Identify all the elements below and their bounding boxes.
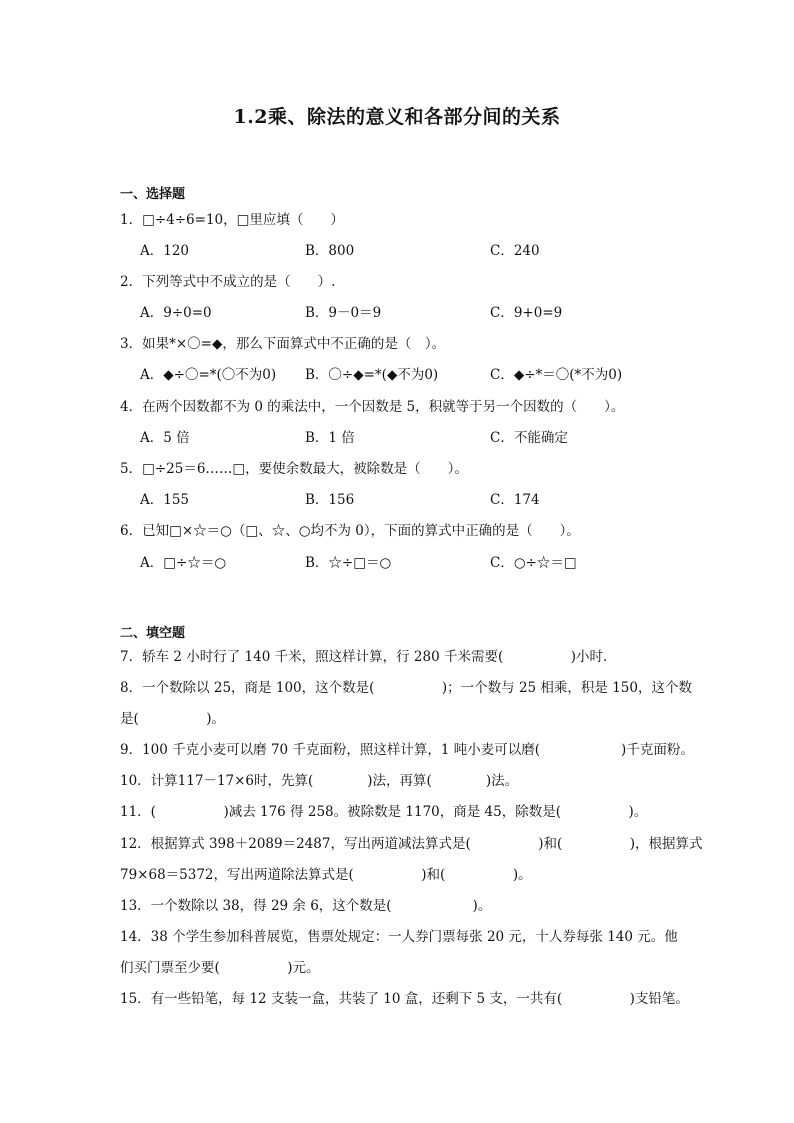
question-14-line-2: 们买门票至少要( )元。 (120, 960, 320, 976)
option-b: B．800 (305, 243, 355, 259)
question-1-options (140, 239, 660, 259)
option-a: A．9÷0=0 (140, 305, 212, 321)
option-a: A．155 (140, 492, 190, 508)
section-heading-choice: 一、选择题 (120, 187, 186, 202)
option-c: C．240 (490, 243, 540, 259)
option-c: C．9+0=9 (490, 305, 563, 321)
question-6-options (140, 551, 660, 571)
question-5-options (140, 488, 660, 508)
question-2-options (140, 301, 660, 321)
question-9: 9．100 千克小麦可以磨 70 千克面粉，照这样计算，1 吨小麦可以磨( )千克面粉。 (120, 742, 694, 758)
question-11: 11．( )减去 176 得 258。被除数是 1170，商是 45，除数是( )。 (120, 804, 648, 820)
section-heading-fill: 二、填空题 (120, 626, 186, 641)
question-5: 5．□÷25＝6……□，要使余数最大，被除数是（ ）。 (120, 461, 468, 477)
question-8-line-2: 是( )。 (120, 711, 226, 727)
question-12-line-2: 79×68＝5372，写出两道除法算式是( )和( )。 (120, 867, 532, 883)
option-c: C．174 (490, 492, 540, 508)
question-3: 3．如果*×〇=◆，那么下面算式中不正确的是（ ）。 (120, 336, 446, 352)
option-b: B．☆÷□＝○ (305, 555, 392, 571)
option-a: A．◆÷〇=*(〇不为0) (140, 367, 277, 383)
option-b: B．〇÷◆=*(◆不为0) (305, 367, 439, 383)
option-a: A．□÷☆＝○ (140, 555, 227, 571)
question-2: 2．下列等式中不成立的是（ ）. (120, 274, 336, 290)
question-7: 7．轿车 2 小时行了 140 千米，照这样计算，行 280 千米需要( )小时． (120, 649, 617, 665)
option-b: B．1 倍 (305, 430, 355, 446)
question-3-options (140, 363, 660, 383)
option-c: C．不能确定 (490, 430, 568, 446)
option-b: B．156 (305, 492, 355, 508)
question-4: 4．在两个因数都不为 0 的乘法中，一个因数是 5，积就等于另一个因数的（ ）。 (120, 399, 625, 415)
question-8-line-1: 8．一个数除以 25，商是 100，这个数是( )；一个数与 25 相乘，积是 150，这个数 (120, 680, 692, 696)
question-4-options (140, 426, 660, 446)
option-b: B．9－0＝9 (305, 305, 382, 321)
question-12-line-1: 12．根据算式 398＋2089＝2487，写出两道减法算式是( )和( )，根据算式 (120, 836, 703, 852)
option-a: A．120 (140, 243, 190, 259)
question-1: 1．□÷4÷6=10，□里应填（ ） (120, 212, 344, 228)
option-c: C．◆÷*＝〇(*不为0) (490, 367, 623, 383)
page-title: 1.2乘、除法的意义和各部分间的关系 (233, 106, 561, 128)
question-13: 13．一个数除以 38，得 29 余 6，这个数是( )。 (120, 898, 492, 914)
question-14-line-1: 14．38 个学生参加科普展览，售票处规定：一人券门票每张 20 元，十人券每张 140 元。他 (120, 929, 678, 945)
question-10: 10．计算117－17×6时，先算( )法，再算( )法。 (120, 773, 519, 789)
option-c: C．○÷☆＝□ (490, 555, 577, 571)
option-a: A．5 倍 (140, 430, 190, 446)
question-6: 6．已知□×☆＝○（□、☆、○均不为 0），下面的算式中正确的是（ ）。 (120, 523, 580, 539)
question-15: 15．有一些铅笔，每 12 支装一盒，共装了 10 盒，还剩下 5 支，一共有( )支铅笔。 (120, 991, 689, 1007)
